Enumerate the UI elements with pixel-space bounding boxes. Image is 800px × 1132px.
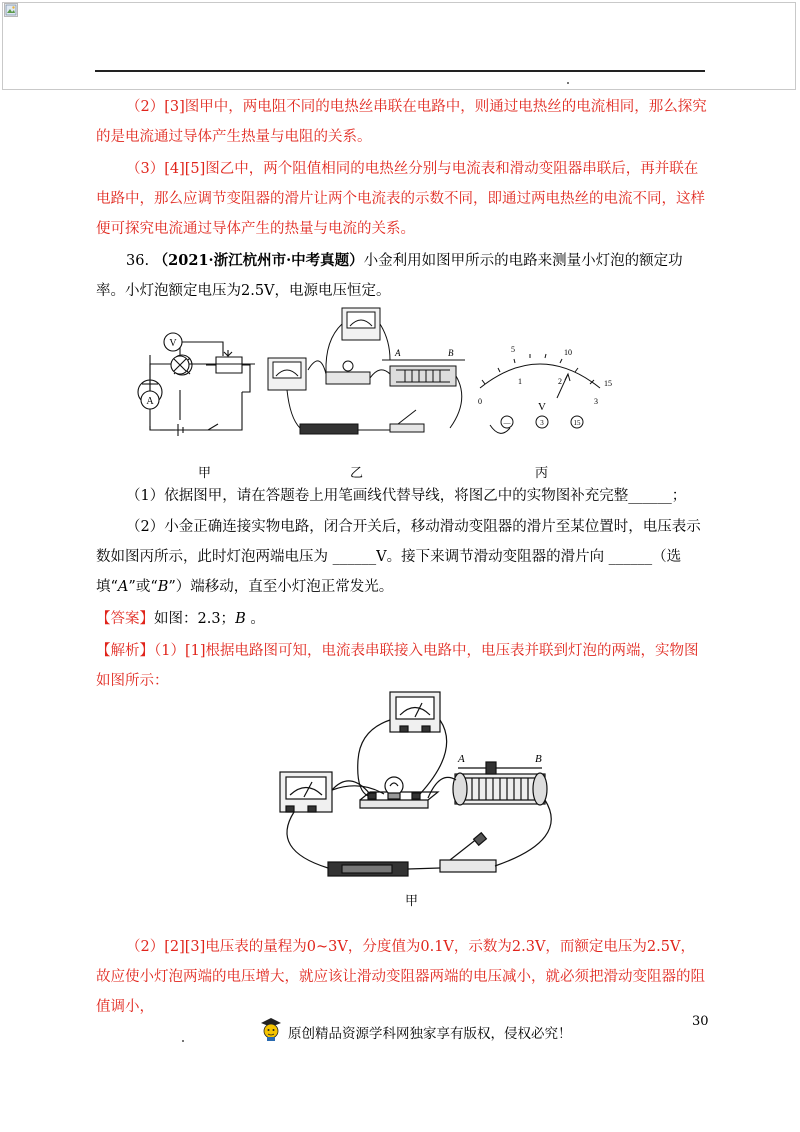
- rheostat-label-a: A: [458, 753, 465, 765]
- option-b: B: [157, 579, 169, 595]
- header-frame: [2, 2, 796, 90]
- caption-bing: 丙: [535, 466, 549, 481]
- rheostat-label-b: B: [448, 348, 454, 358]
- terminal-label: 15: [573, 419, 581, 427]
- voltmeter-symbol: V: [169, 338, 177, 349]
- tick-label: 3: [594, 397, 598, 406]
- sub-question-2: [96, 512, 708, 602]
- answer-line: [96, 604, 708, 634]
- sub-question-2-mid: ”或“: [128, 579, 158, 595]
- analysis-label: 【解析】: [96, 643, 154, 659]
- question-36: [96, 246, 708, 306]
- broken-image-icon: [4, 3, 18, 17]
- question-number: 36.: [126, 253, 150, 269]
- terminal-label: —: [503, 419, 511, 427]
- caption-yi: 乙: [350, 466, 364, 481]
- caption-figure-2: 甲: [405, 894, 419, 909]
- explanation-paragraph-2: （2）[3]图甲中，两电阻不同的电热丝串联在电路中，则通过电热丝的电流相同，那么探究的是电流通过导体产生热量与电阻的关系。: [96, 99, 707, 145]
- tick-label: 5: [511, 345, 515, 354]
- answer-end: 。: [245, 611, 265, 627]
- apparatus-yi: [268, 308, 465, 434]
- sub-question-1: （1）依据图甲，请在答题卷上用笔画线代替导线，将图乙中的实物图补充完整______；: [126, 488, 687, 504]
- rheostat-label-b: B: [535, 753, 542, 765]
- tick-label: 15: [604, 379, 612, 388]
- tick-label: 1: [518, 377, 522, 386]
- sub-question-2-text: （2）小金正确连接实物电路，闭合开关后，移动滑动变阻器的滑片至某位置时，电压表示数如图丙所示，此时灯泡两端电压为 ______V。接下来调节滑动变阻器的滑片向 ______（选填“: [96, 519, 701, 595]
- ammeter-symbol: A: [146, 396, 154, 407]
- footer-dot: [182, 1040, 184, 1042]
- figure-completed-apparatus: [270, 690, 560, 890]
- header-divider: [95, 70, 705, 72]
- explanation-paragraph-3: （3）[4][5]图乙中，两个阻值相同的电热丝分别与电流表和滑动变阻器串联后，再并联在电路中，那么应调节变阻器的滑片让两个电流表的示数不同，即通过两电热丝的电流不同，这样便可探究电流通过导体产生的热量与电流的关系。: [96, 161, 705, 237]
- answer-label: 【答案】: [96, 611, 154, 627]
- tick-label: 10: [564, 348, 572, 357]
- header-dot: [567, 82, 569, 84]
- analysis-paragraph: [96, 636, 708, 696]
- option-a: A: [117, 579, 129, 595]
- mascot-logo-icon: [258, 1016, 284, 1042]
- explanation-paragraph-final: （2）[2][3]电压表的量程为0~3V，分度值为0.1V，示数为2.3V，而额定电压为2.5V，故应使小灯泡两端的电压增大，就应该让滑动变阻器两端的电压减小，就必须把滑动变阻器的阻值调小，: [96, 939, 705, 1015]
- page-number: 30: [692, 1014, 709, 1029]
- question-source: （2021·浙江杭州市·中考真题）: [153, 252, 364, 269]
- analysis-text: （1）[1]根据电路图可知，电流表串联接入电路中，电压表并联到灯泡的两端，实物图如图所示：: [96, 643, 699, 689]
- terminal-label: 3: [540, 419, 544, 427]
- rheostat-label-a: A: [395, 348, 401, 358]
- schematic-jia: [138, 342, 255, 436]
- figure-circuit-diagrams: [120, 300, 640, 460]
- answer-option: B: [235, 611, 246, 627]
- caption-jia: 甲: [198, 466, 212, 481]
- answer-text: 如图：2.3；: [154, 611, 236, 627]
- tick-label: 0: [478, 397, 482, 406]
- footer-copyright: 原创精品资源学科网独家享有版权，侵权必究！: [288, 1026, 572, 1042]
- question-text: 小金利用如图甲所示的电路来测量小灯泡的额定功率。小灯泡额定电压为2.5V，电源电压恒定。: [96, 253, 683, 299]
- meter-unit: V: [538, 401, 546, 413]
- sub-question-2-end: ”）端移动，直至小灯泡正常发光。: [168, 579, 394, 595]
- tick-label: 2: [558, 377, 562, 386]
